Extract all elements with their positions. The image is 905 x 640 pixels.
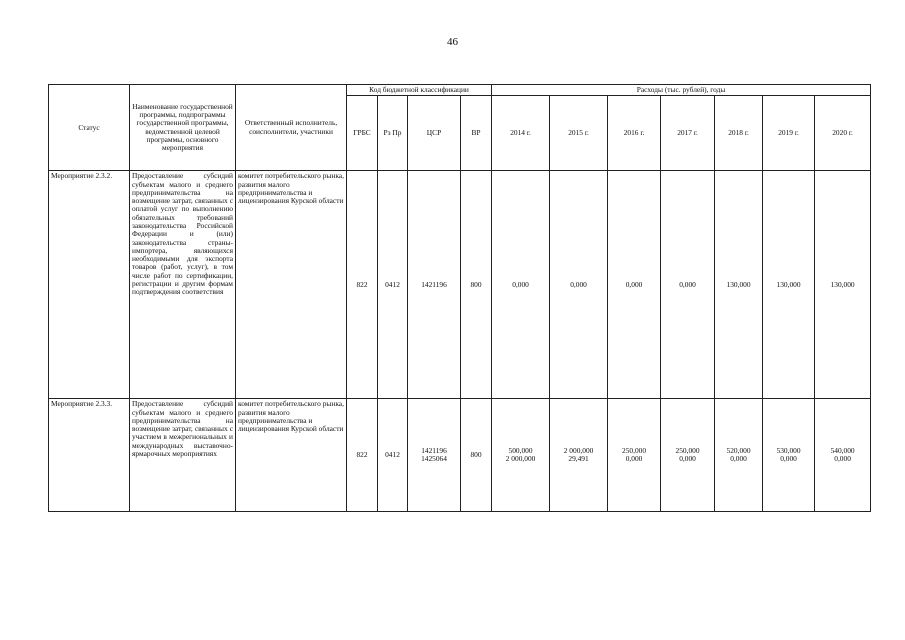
header-year-2014: 2014 г. [492, 96, 550, 171]
value-line: 250,000 [622, 446, 647, 455]
value-line: 0,000 [780, 454, 797, 464]
header-name: Наименование государственной программы, подпрограммы государственной программы, ведомственной целевой программы, основного мероприятия [130, 85, 236, 171]
header-year-2017: 2017 г. [661, 96, 715, 171]
row-value-2018: 130,000 [715, 171, 763, 399]
row-value-2014: 0,000 [492, 171, 550, 399]
header-year-2019: 2019 г. [763, 96, 815, 171]
row-value-2020: 130,000 [815, 171, 871, 399]
value-line: 2 000,000 [505, 454, 536, 464]
row-value-2019: 130,000 [763, 171, 815, 399]
row-value-2017: 0,000 [661, 171, 715, 399]
row-grbs: 822 [347, 399, 378, 512]
row-grbs: 822 [347, 171, 378, 399]
value-line: 29,491 [568, 454, 589, 464]
header-code-rzpr: Рз Пр [378, 96, 408, 171]
header-year-2018: 2018 г. [715, 96, 763, 171]
header-status: Статус [49, 85, 130, 171]
value-line: 0,000 [679, 454, 696, 464]
row-value-2016 [608, 399, 661, 512]
row-rzpr: 0412 [378, 171, 408, 399]
row-name: Предоставление субсидий субъектам малого и среднего предпринимательства на возмещение затрат, связанных с оплатой услуг по выполнению обязательных требований законодательства Российской Федерации и (или) законодательства страны-импортера, являющихся необходимыми для экспорта товаров (работ, услуг), в том числе работ по сертификации, регистрации и другим формам подтверждения соответствия [130, 171, 236, 399]
table-header [49, 85, 871, 171]
header-code-vr: ВР [461, 96, 492, 171]
row-value-2017 [661, 399, 715, 512]
value-line: 2 000,000 [563, 446, 594, 455]
header-year-2016: 2016 г. [608, 96, 661, 171]
header-code-csr: ЦСР [408, 96, 461, 171]
row-rzpr: 0412 [378, 399, 408, 512]
row-responsible: комитет потребительского рынка, развития малого предпринимательства и лицензирования Курской области [236, 171, 347, 399]
header-year-2020: 2020 г. [815, 96, 871, 171]
row-value-2018 [715, 399, 763, 512]
row-value-2015: 0,000 [550, 171, 608, 399]
row-vr: 800 [461, 171, 492, 399]
row-vr: 800 [461, 399, 492, 512]
row-responsible: комитет потребительского рынка, развития малого предпринимательства и лицензирования Курской области [236, 399, 347, 512]
budget-table [48, 84, 871, 512]
row-csr [408, 171, 461, 399]
page-number: 46 [447, 36, 458, 48]
value-line: 0,000 [730, 454, 747, 464]
header-year-2015: 2015 г. [550, 96, 608, 171]
row-name: Предоставление субсидий субъектам малого и среднего предпринимательства на возмещение затрат, связанных с участием в межрегиональных и международных выставочно-ярмарочных мероприятиях [130, 399, 236, 512]
row-value-2016: 0,000 [608, 171, 661, 399]
row-csr-line: 1421196 [421, 446, 447, 455]
row-status: Мероприятие 2.3.3. [49, 399, 130, 512]
row-value-2014 [492, 399, 550, 512]
value-line: 500,000 [508, 446, 533, 455]
value-line: 0,000 [625, 454, 643, 464]
row-csr-line: 1421196 [421, 279, 447, 289]
row-value-2020 [815, 399, 871, 512]
header-budget-code-group: Код бюджетной классификации [347, 85, 492, 96]
value-line: 520,000 [726, 446, 751, 455]
header-responsible: Ответственный исполнитель, соисполнители, участники [236, 85, 347, 171]
value-line: 530,000 [776, 446, 801, 455]
value-line: 250,000 [675, 446, 700, 455]
row-value-2015 [550, 399, 608, 512]
header-expenses-group: Расходы (тыс. рублей), годы [492, 85, 871, 96]
row-status: Мероприятие 2.3.2. [49, 171, 130, 399]
header-code-grbs: ГРБС [347, 96, 378, 171]
table-row [49, 399, 871, 512]
value-line: 540,000 [830, 446, 855, 455]
row-value-2019 [763, 399, 815, 512]
value-line: 0,000 [834, 454, 851, 464]
row-csr-line: 1425064 [421, 454, 447, 464]
row-csr [408, 399, 461, 512]
table-row [49, 171, 871, 399]
